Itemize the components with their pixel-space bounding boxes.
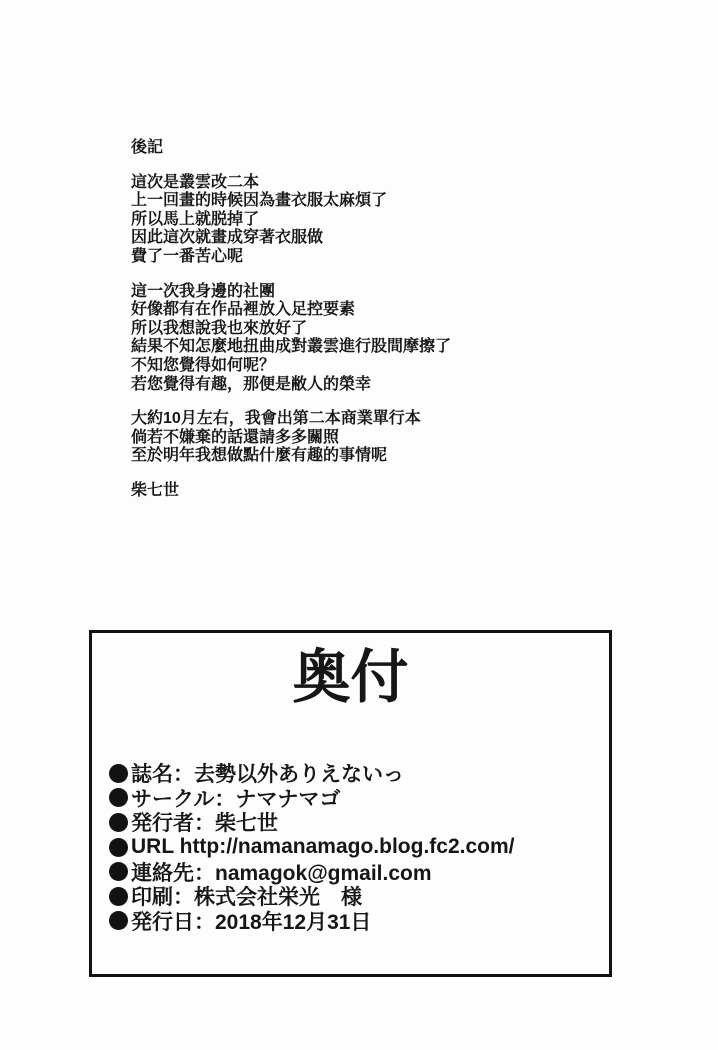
afterword-line: 結果不知怎麼地扭曲成對叢雲進行股間摩擦了	[131, 338, 452, 356]
afterword-line: 所以馬上就脱掉了	[131, 210, 260, 228]
afterword-line: 若您覺得有趣，那便是敝人的榮幸	[131, 375, 372, 393]
colophon-item-printer	[109, 884, 609, 909]
afterword-line: 這一次我身邊的社團	[131, 282, 276, 300]
afterword	[131, 139, 451, 501]
colophon-item-circle	[109, 786, 609, 811]
bullet-icon	[109, 887, 128, 906]
afterword-line: 倘若不嫌棄的話還請多多關照	[131, 428, 340, 446]
bullet-icon	[109, 911, 128, 930]
colophon-item-text: URL http://namanamago.blog.fc2.com/	[131, 835, 515, 859]
afterword-title: 後記	[131, 139, 164, 156]
afterword-paragraph-2	[131, 283, 451, 395]
afterword-line: 所以我想說我也來放好了	[131, 319, 308, 337]
colophon-item-text: 印刷：株式会社栄光 様	[131, 886, 362, 910]
colophon-item-text: 連絡先：namagok@gmail.com	[131, 861, 432, 885]
colophon-item-date	[109, 909, 609, 934]
afterword-line: 不知您覺得如何呢？	[131, 356, 276, 374]
colophon-item-text: 発行日：2018年12月31日	[131, 910, 372, 934]
bullet-icon	[109, 838, 128, 857]
afterword-paragraph-1	[131, 174, 451, 267]
afterword-line: 好像都有在作品裡放入足控要素	[131, 301, 356, 319]
afterword-signature: 柴七世	[131, 481, 180, 499]
afterword-line: 大約10月左右，我會出第二本商業單行本	[131, 410, 421, 428]
afterword-paragraph-3	[131, 410, 451, 466]
colophon-list	[92, 761, 609, 933]
colophon-item-text: 発行者：柴七世	[131, 812, 278, 836]
colophon-item-title	[109, 761, 609, 786]
afterword-line: 上一回畫的時候因為畫衣服太麻煩了	[131, 192, 388, 210]
afterword-line: 這次是叢雲改二本	[131, 173, 260, 191]
colophon-item-text: 誌名：去勢以外ありえないっ	[131, 763, 404, 787]
bullet-icon	[109, 813, 128, 832]
bullet-icon	[109, 764, 128, 783]
colophon-box	[89, 630, 612, 977]
colophon-item-publisher	[109, 810, 609, 835]
colophon-title: 奥付	[292, 645, 409, 710]
afterword-line: 因此這次就畫成穿著衣服做	[131, 229, 324, 247]
bullet-icon	[109, 788, 128, 807]
colophon-item-url	[109, 835, 609, 860]
colophon-item-contact	[109, 859, 609, 884]
colophon-item-text: サークル：ナマナマゴ	[131, 787, 341, 811]
afterword-line: 費了一番苦心呢	[131, 247, 244, 265]
afterword-line: 至於明年我想做點什麼有趣的事情呢	[131, 447, 388, 465]
bullet-icon	[109, 862, 128, 881]
